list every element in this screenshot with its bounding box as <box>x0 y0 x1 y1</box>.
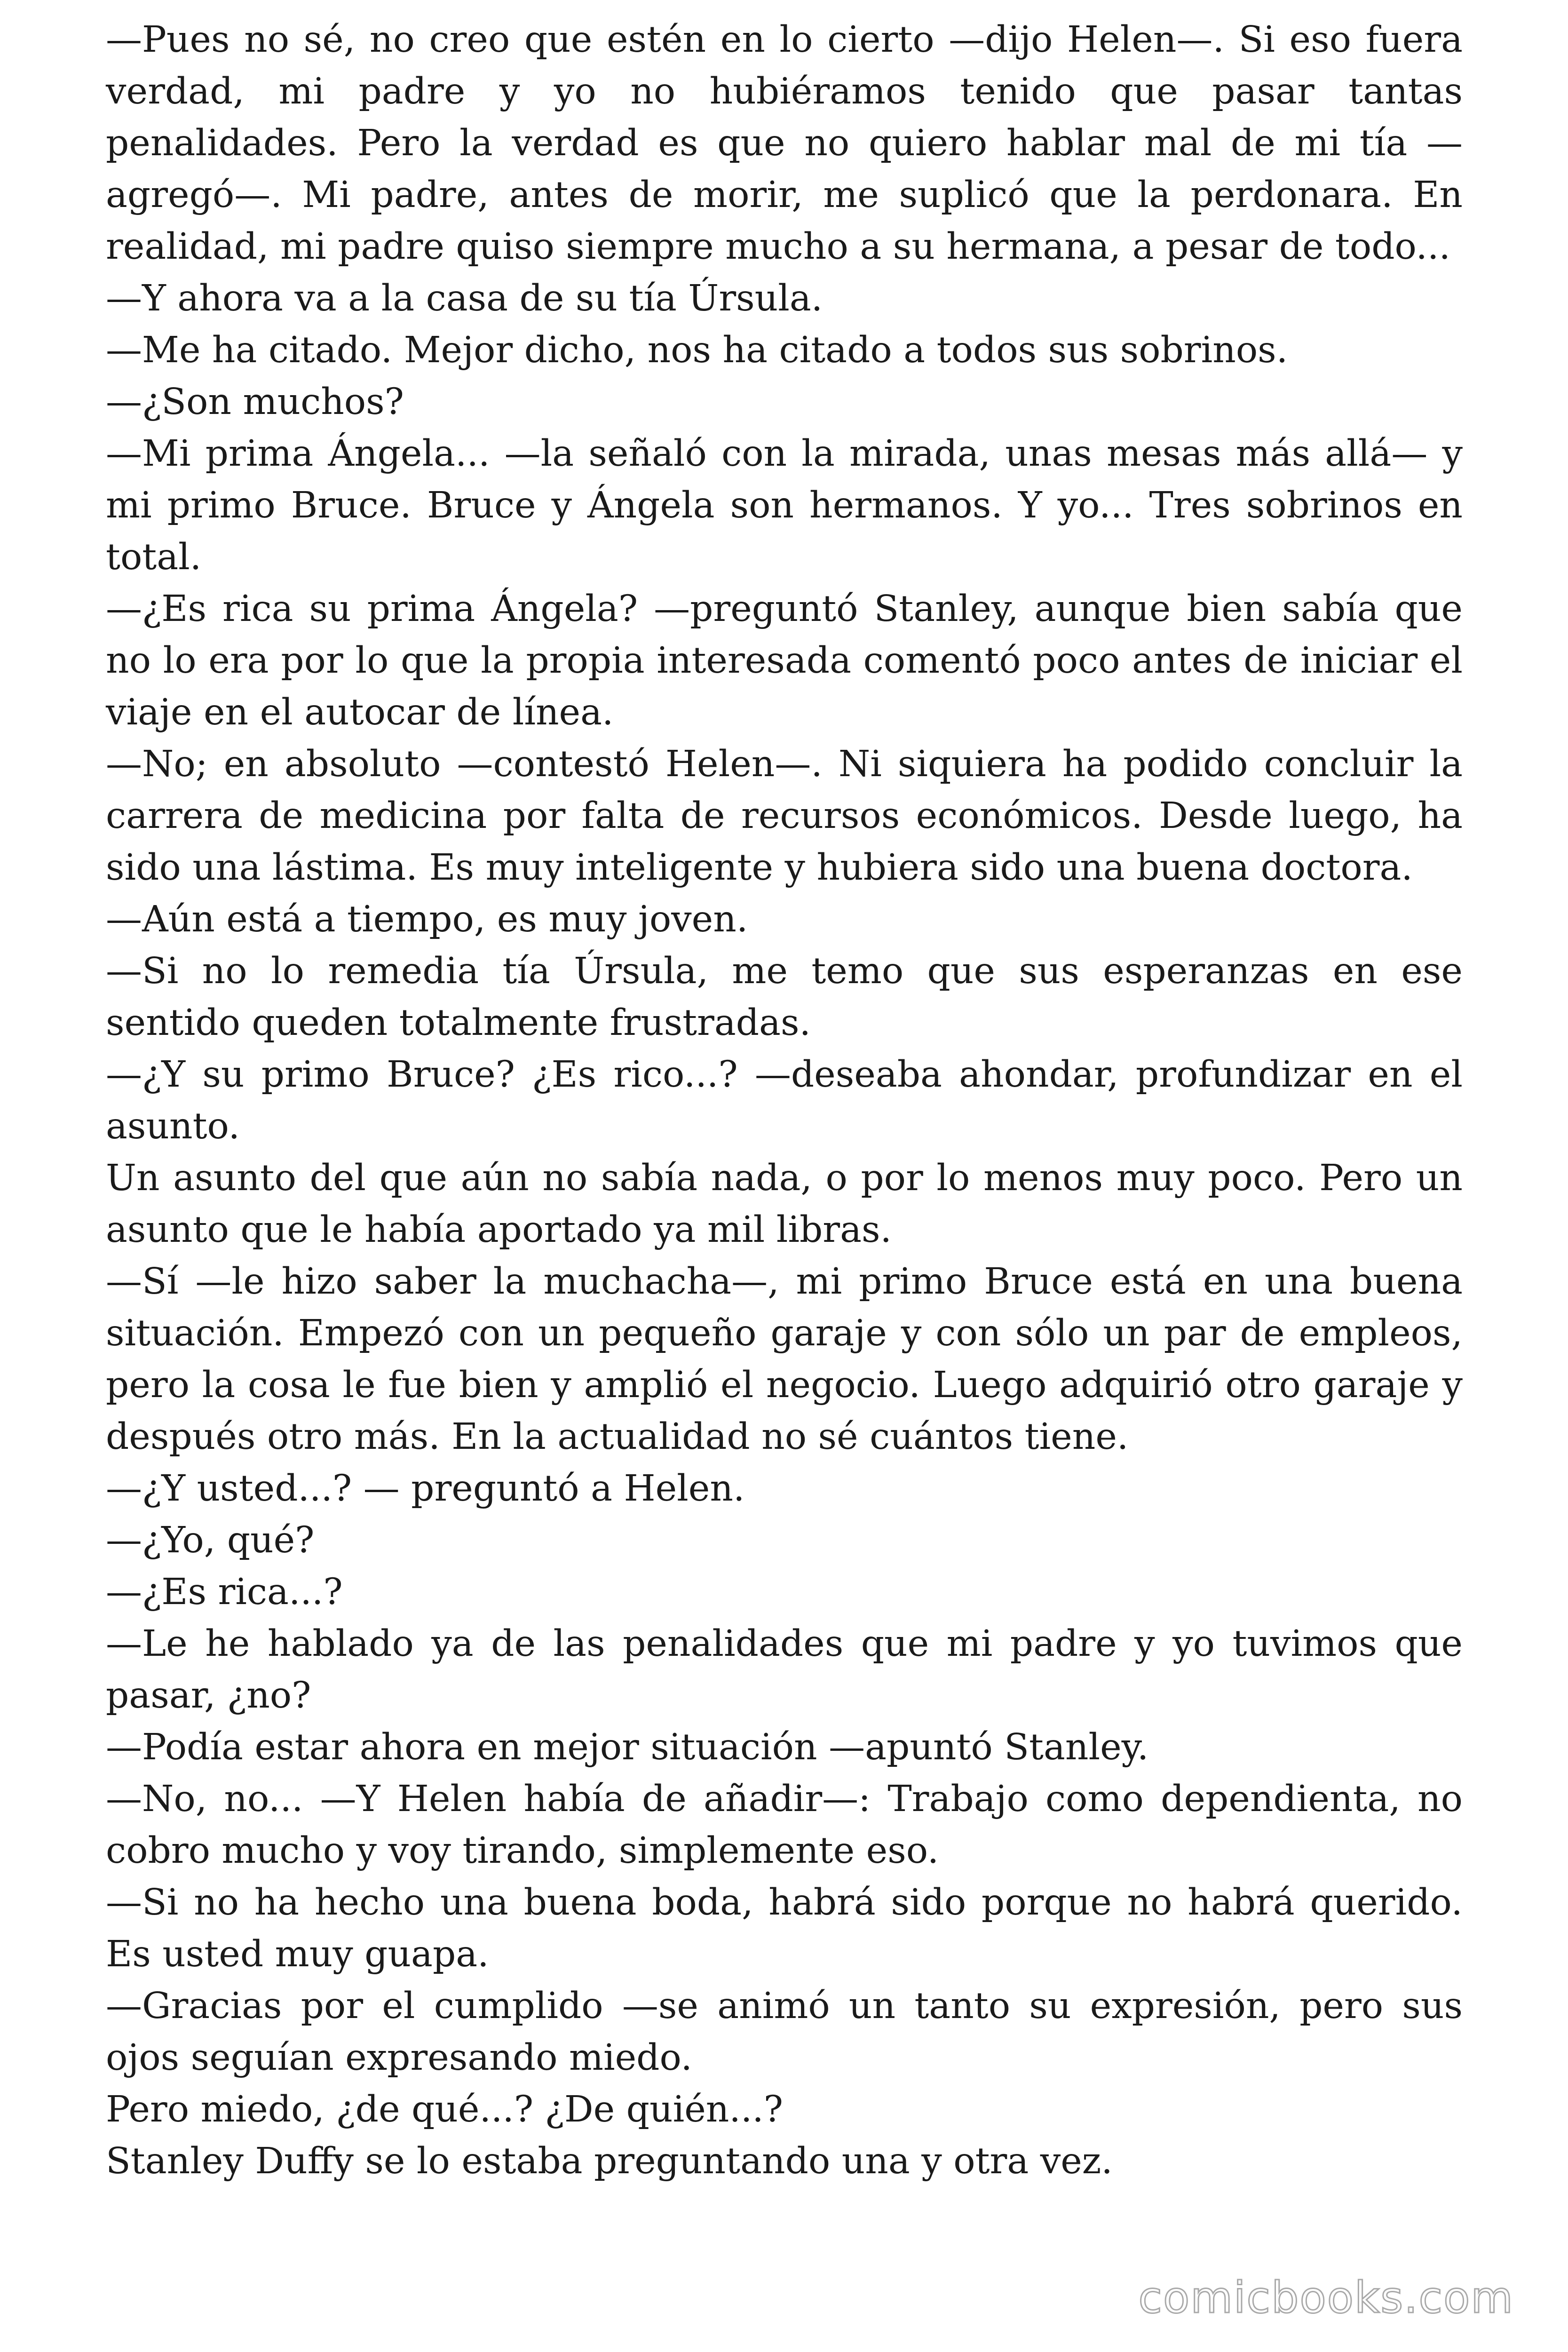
paragraph: —Mi prima Ángela... —la señaló con la mirada, unas mesas más allá— y mi primo Bruce. Bruce y Ángela son hermanos. Y yo... Tres sobrinos en total. <box>106 433 1463 578</box>
watermark: comicbooks.com <box>1138 2273 1514 2323</box>
paragraph: —Si no lo remedia tía Úrsula, me temo que sus esperanzas en ese sentido queden totalmente frustradas. <box>106 950 1463 1044</box>
paragraph: —Si no ha hecho una buena boda, habrá sido porque no habrá querido. Es usted muy guapa. <box>106 1882 1463 1975</box>
paragraph: —¿Y usted...? — preguntó a Helen. <box>106 1468 745 1510</box>
paragraph: —Gracias por el cumplido —se animó un tanto su expresión, pero sus ojos seguían expresando miedo. <box>106 1985 1463 2079</box>
paragraph: —Le he hablado ya de las penalidades que mi padre y yo tuvimos que pasar, ¿no? <box>106 1623 1463 1716</box>
paragraph: —Podía estar ahora en mejor situación —apuntó Stanley. <box>106 1726 1149 1768</box>
paragraph: Stanley Duffy se lo estaba preguntando una y otra vez. <box>106 2140 1113 2182</box>
paragraph: Un asunto del que aún no sabía nada, o por lo menos muy poco. Pero un asunto que le había aportado ya mil libras. <box>106 1157 1463 1251</box>
paragraph: —Pues no sé, no creo que estén en lo cierto —dijo Helen—. Si eso fuera verdad, mi padre y yo no hubiéramos tenido que pasar tantas penalidades. Pero la verdad es que no quiero hablar mal de mi tía —agregó—. Mi padre, antes de morir, me suplicó que la perdonara. En realidad, mi padre quiso siempre mucho a su hermana, a pesar de todo... <box>106 19 1463 268</box>
paragraph: —¿Son muchos? <box>106 381 404 423</box>
paragraph: —Me ha citado. Mejor dicho, nos ha citado a todos sus sobrinos. <box>106 329 1288 371</box>
page-text <box>106 14 1463 2319</box>
paragraph: —No, no... —Y Helen había de añadir—: Trabajo como dependienta, no cobro mucho y voy tirando, simplemente eso. <box>106 1778 1463 1872</box>
paragraph: —Sí —le hizo saber la muchacha—, mi primo Bruce está en una buena situación. Empezó con un pequeño garaje y con sólo un par de empleos, pero la cosa le fue bien y amplió el negocio. Luego adquirió otro garaje y después otro más. En la actualidad no sé cuántos tiene. <box>106 1261 1463 1458</box>
paragraph: —¿Es rica...? <box>106 1571 343 1613</box>
paragraph: —¿Y su primo Bruce? ¿Es rico...? —deseaba ahondar, profundizar en el asunto. <box>106 1054 1463 1147</box>
paragraph: —Y ahora va a la casa de su tía Úrsula. <box>106 278 823 319</box>
paragraph: —¿Yo, qué? <box>106 1519 315 1561</box>
paragraph: Pero miedo, ¿de qué...? ¿De quién...? <box>106 2089 784 2130</box>
paragraph: —No; en absoluto —contestó Helen—. Ni siquiera ha podido concluir la carrera de medicina por falta de recursos económicos. Desde luego, ha sido una lástima. Es muy inteligente y hubiera sido una buena doctora. <box>106 743 1463 889</box>
paragraph: —¿Es rica su prima Ángela? —preguntó Stanley, aunque bien sabía que no lo era por lo que la propia interesada comentó poco antes de iniciar el viaje en el autocar de línea. <box>106 588 1463 733</box>
paragraph: —Aún está a tiempo, es muy joven. <box>106 898 748 940</box>
